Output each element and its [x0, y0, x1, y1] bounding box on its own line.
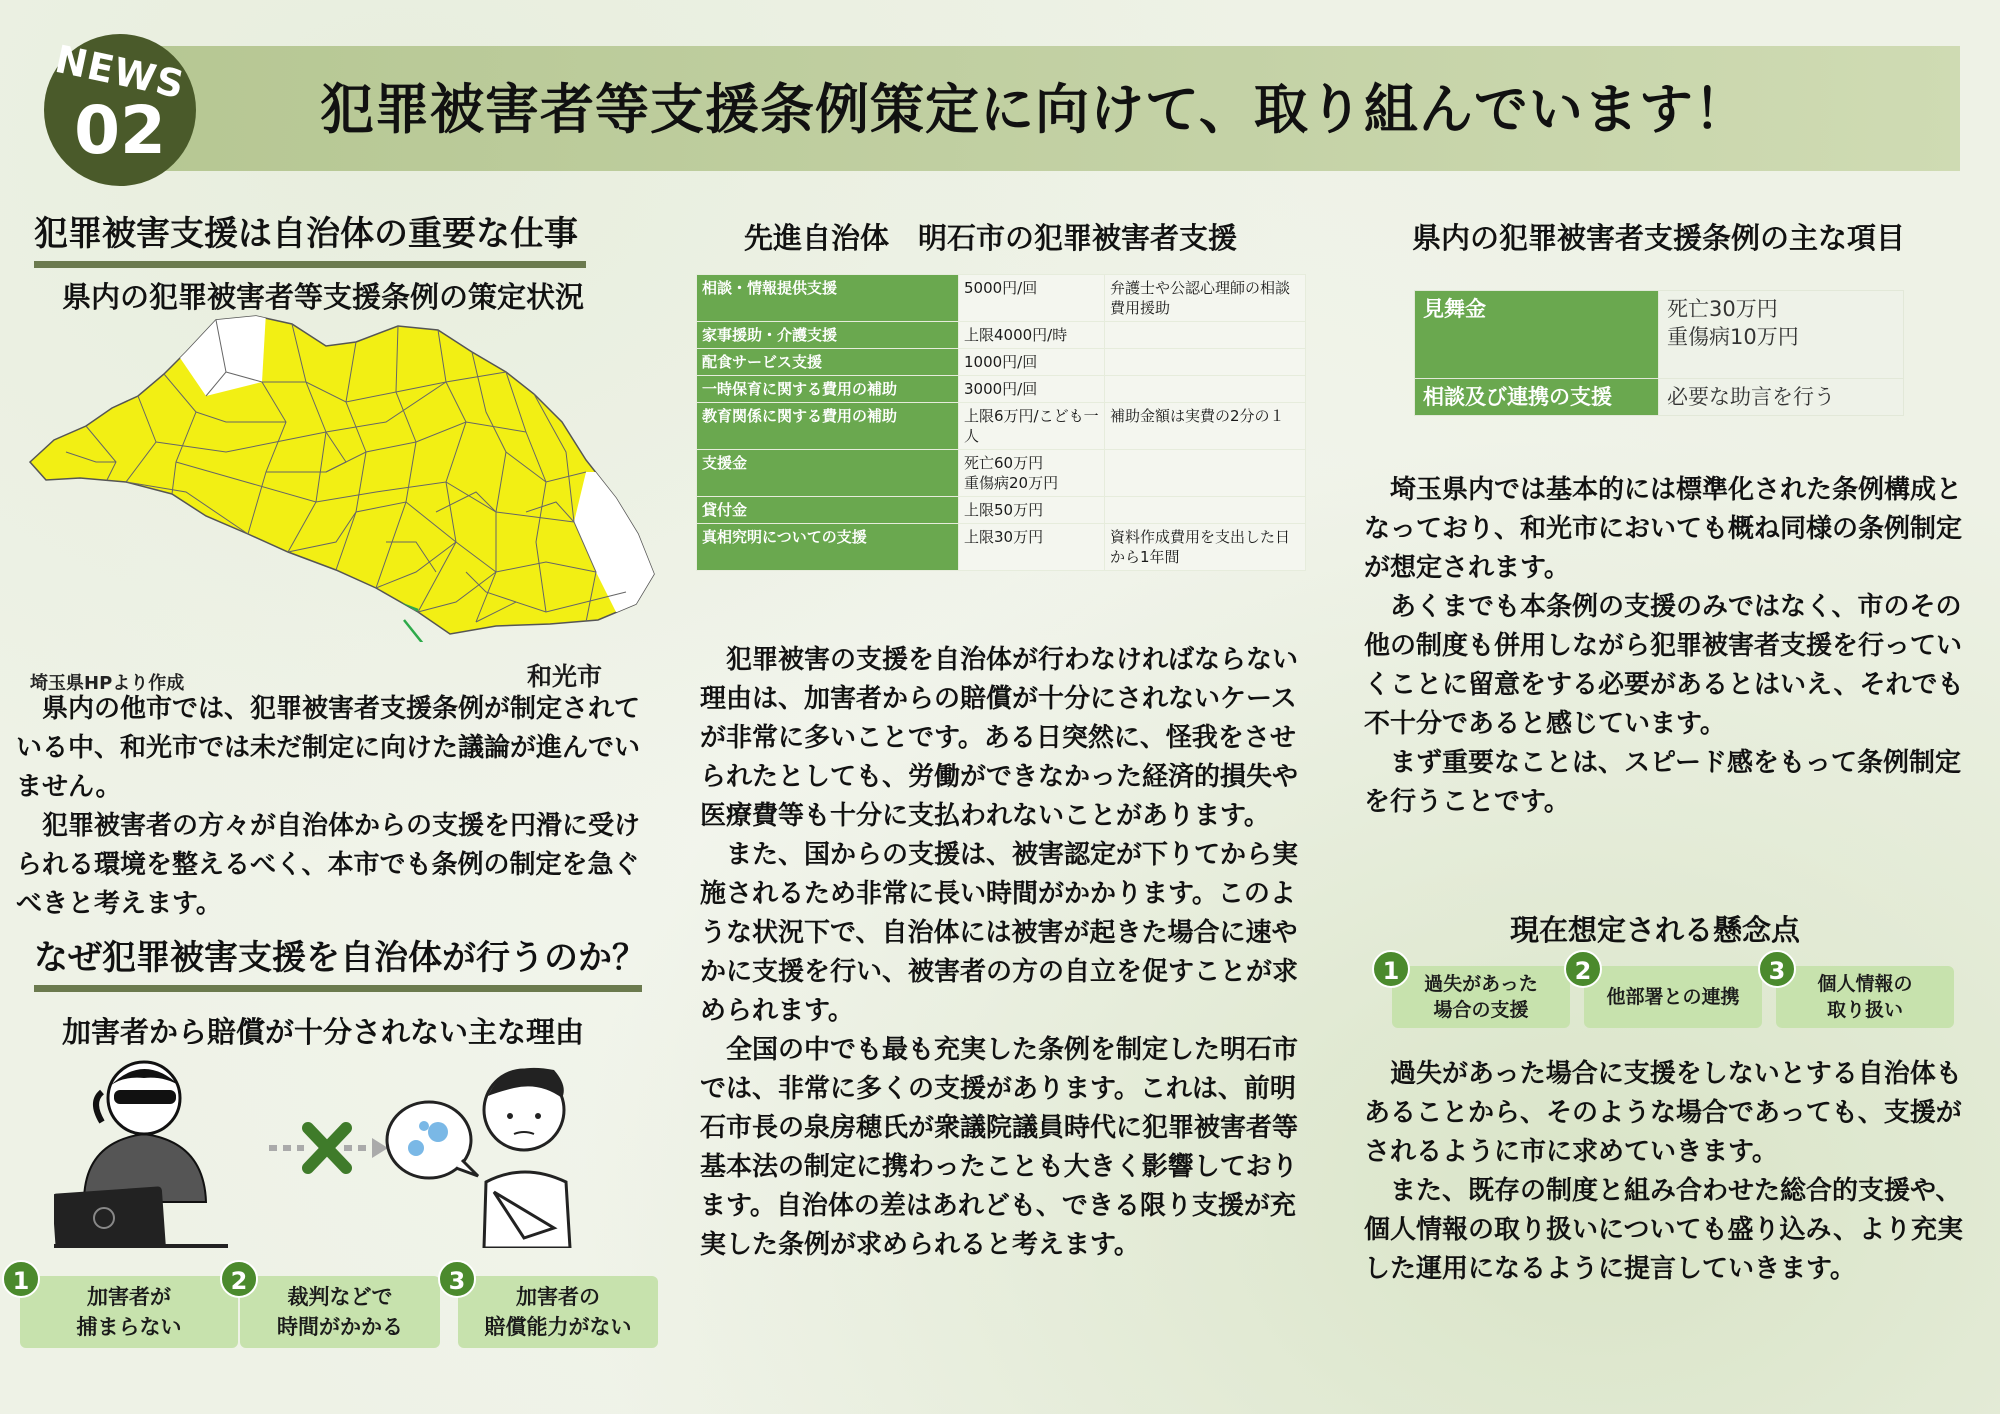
page-title: 犯罪被害者等支援条例策定に向けて、取り組んでいます！ — [320, 78, 1749, 141]
akashi-cell-label: 教育関係に関する費用の補助 — [697, 403, 959, 450]
concern-1-line2: 場合の支援 — [1433, 999, 1529, 1021]
saitama-map-image — [26, 312, 656, 642]
perpetrator-victim-illustration — [54, 1052, 614, 1248]
akashi-table-row — [697, 376, 1306, 403]
akashi-table-row — [697, 322, 1306, 349]
akashi-cell-label: 一時保育に関する費用の補助 — [697, 376, 959, 403]
reason-3-badge: 3 — [438, 1260, 476, 1298]
akashi-table-row — [697, 497, 1306, 524]
concern-3-line1: 個人情報の — [1817, 973, 1913, 995]
saitama-map — [26, 312, 656, 642]
ordinance-cell-value: 必要な助言を行う — [1659, 379, 1904, 416]
akashi-cell-value: 死亡60万円 重傷病20万円 — [959, 450, 1105, 497]
news-badge — [44, 34, 196, 186]
concern-box-2 — [1584, 966, 1762, 1028]
left-paragraph-1: 県内の他市では、犯罪被害者支援条例が制定されている中、和光市では未だ制定に向けた議論が進んでいません。 — [16, 694, 641, 802]
ordinance-cell-label: 見舞金 — [1415, 291, 1659, 379]
akashi-cell-note — [1105, 497, 1306, 524]
akashi-cell-note: 弁護士や公認心理師の相談費用援助 — [1105, 275, 1306, 322]
akashi-cell-label: 貸付金 — [697, 497, 959, 524]
akashi-cell-value: 5000円/回 — [959, 275, 1105, 322]
concern-3-badge: 3 — [1758, 950, 1796, 988]
reason-1-badge: 1 — [2, 1260, 40, 1298]
akashi-cell-note — [1105, 450, 1306, 497]
ordinance-cell-value: 死亡30万円 重傷病10万円 — [1659, 291, 1904, 379]
middle-paragraph-2: また、国からの支援は、被害認定が下りてから実施されるため非常に長い時間がかかります。このような状況下で、自治体には被害が起きた場合に速やかに支援を行い、被害者の方の自立を促すことが求められます。 — [700, 840, 1299, 1026]
reason-1-line2: 捕まらない — [76, 1315, 182, 1339]
ordinance-title: 県内の犯罪被害者支援条例の主な項目 — [1412, 221, 1906, 255]
akashi-cell-value: 3000円/回 — [959, 376, 1105, 403]
akashi-table-row — [697, 524, 1306, 571]
akashi-support-table — [696, 274, 1306, 571]
right-paragraph-1: 埼玉県内では基本的には標準化された条例構成となっており、和光市においても概ね同様の条例制定が想定されます。 — [1364, 475, 1963, 583]
akashi-table-row — [697, 349, 1306, 376]
reasons-title: 加害者から賠償が十分されない主な理由 — [62, 1015, 585, 1049]
akashi-cell-label: 支援金 — [697, 450, 959, 497]
ordinance-cell-label: 相談及び連携の支援 — [1415, 379, 1659, 416]
concern-box-1 — [1392, 966, 1570, 1028]
blocked-arrow-icon — [269, 1128, 388, 1168]
left-paragraphs — [16, 690, 652, 924]
reason-1-line1: 加害者が — [87, 1285, 171, 1309]
concern-box-3 — [1776, 966, 1954, 1028]
reason-2-line2: 時間がかかる — [277, 1315, 403, 1339]
section-heading-importance: 犯罪被害支援は自治体の重要な仕事 — [34, 206, 586, 268]
akashi-cell-note — [1105, 322, 1306, 349]
reason-box-3 — [458, 1276, 658, 1348]
map-title: 県内の犯罪被害者等支援条例の策定状況 — [62, 280, 585, 314]
ordinance-items-table — [1414, 290, 1904, 416]
akashi-cell-value: 上限50万円 — [959, 497, 1105, 524]
akashi-cell-note: 補助金額は実費の2分の１ — [1105, 403, 1306, 450]
section-heading-why: なぜ犯罪被害支援を自治体が行うのか？ — [34, 930, 642, 992]
akashi-cell-note — [1105, 349, 1306, 376]
right-paragraph-4: 過失があった場合に支援をしないとする自治体もあることから、そのような場合であっても、支援がされるように市に求めていきます。 — [1364, 1059, 1962, 1167]
perpetrator-icon — [54, 1062, 228, 1248]
reason-2-badge: 2 — [220, 1260, 258, 1298]
right-paragraph-3: まず重要なことは、スピード感をもって条例制定を行うことです。 — [1364, 748, 1961, 817]
concern-2-line1: 他部署との連携 — [1606, 986, 1740, 1008]
akashi-cell-note — [1105, 376, 1306, 403]
right-paragraph-5: また、既存の制度と組み合わせた総合的支援や、個人情報の取り扱いについても盛り込み、より充実した運用になるように提言していきます。 — [1364, 1176, 1964, 1284]
speech-bubble-icon — [387, 1102, 478, 1178]
reason-box-1 — [20, 1276, 238, 1348]
concern-3-line2: 取り扱い — [1826, 999, 1903, 1021]
news-badge-number: 02 — [74, 92, 166, 169]
concerns-title: 現在想定される懸念点 — [1510, 913, 1801, 947]
reason-3-line1: 加害者の — [516, 1285, 600, 1309]
akashi-table-row — [697, 275, 1306, 322]
akashi-title: 先進自治体 明石市の犯罪被害者支援 — [744, 221, 1238, 255]
injured-victim-icon — [484, 1068, 570, 1248]
right-paragraph-2: あくまでも本条例の支援のみではなく、市のその他の制度も併用しながら犯罪被害者支援を行っていくことに留意をする必要があるとはいえ、それでも不十分であると感じています。 — [1364, 592, 1964, 739]
reasons-illustration — [54, 1052, 614, 1248]
akashi-table-row — [697, 450, 1306, 497]
concern-1-badge: 1 — [1372, 950, 1410, 988]
reason-box-2 — [240, 1276, 440, 1348]
reason-3-line2: 賠償能力がない — [484, 1315, 632, 1339]
akashi-cell-note: 資料作成費用を支出した日から1年間 — [1105, 524, 1306, 571]
akashi-cell-value: 上限6万円/こども一人 — [959, 403, 1105, 450]
concern-1-line1: 過失があった — [1424, 973, 1538, 995]
akashi-table-row — [697, 403, 1306, 450]
right-paragraphs-2 — [1364, 1055, 1972, 1289]
akashi-cell-label: 相談・情報提供支援 — [697, 275, 959, 322]
akashi-cell-value: 1000円/回 — [959, 349, 1105, 376]
concern-2-badge: 2 — [1564, 950, 1602, 988]
akashi-cell-label: 配食サービス支援 — [697, 349, 959, 376]
left-paragraph-2: 犯罪被害者の方々が自治体からの支援を円滑に受けられる環境を整えるべく、本市でも条例の制定を急ぐべきと考えます。 — [16, 811, 641, 919]
akashi-cell-label: 家事援助・介護支援 — [697, 322, 959, 349]
ordinance-table-row — [1415, 379, 1904, 416]
middle-paragraph-1: 犯罪被害の支援を自治体が行わなければならない理由は、加害者からの賠償が十分にされないケースが非常に多いことです。ある日突然に、怪我をさせられたとしても、労働ができなかった経済的損失や医療費等も十分に支払われないことがあります。 — [700, 645, 1299, 831]
middle-paragraph-3: 全国の中でも最も充実した条例を制定した明石市では、非常に多くの支援があります。これは、前明石市長の泉房穂氏が衆議院議員時代に犯罪被害者等基本法の制定に携わったことも大きく影響しております。自治体の差はあれども、できる限り支援が充実した条例が求められると考えます。 — [700, 1035, 1299, 1260]
right-paragraphs — [1364, 471, 1972, 822]
akashi-cell-label: 真相究明についての支援 — [697, 524, 959, 571]
map-source: 埼玉県HPより作成 — [30, 673, 185, 694]
ordinance-table-row — [1415, 291, 1904, 379]
akashi-cell-value: 上限30万円 — [959, 524, 1105, 571]
map-label-wako: 和光市 — [527, 662, 603, 691]
akashi-cell-value: 上限4000円/時 — [959, 322, 1105, 349]
middle-paragraphs — [700, 641, 1308, 1265]
reason-2-line1: 裁判などで — [287, 1285, 393, 1309]
news-badge-word: NEWS — [51, 36, 189, 108]
